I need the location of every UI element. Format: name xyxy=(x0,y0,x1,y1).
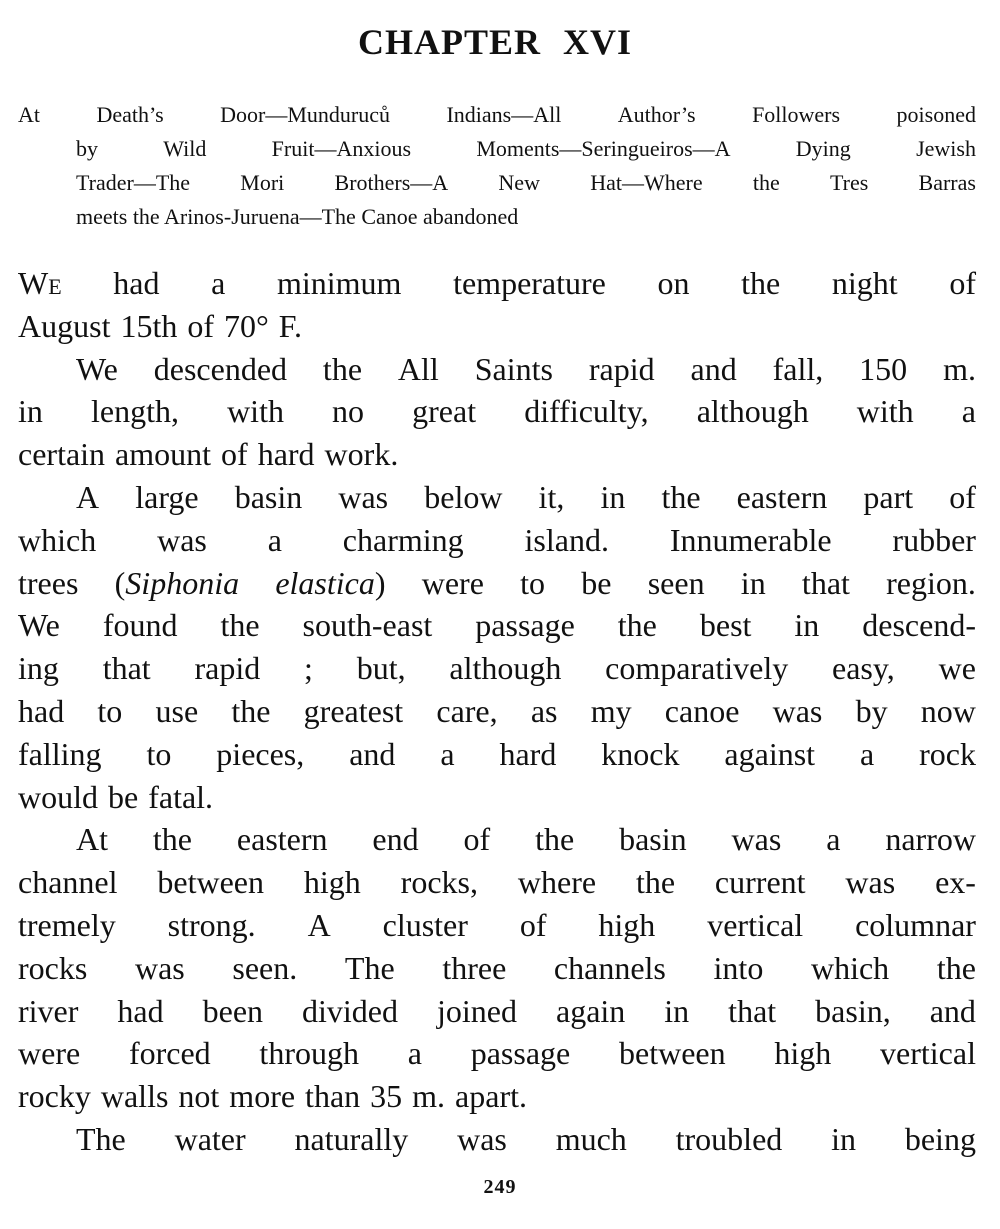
word: joined xyxy=(437,992,517,1029)
summary-line: meets the Arinos-Juruena—The Canoe abandoned xyxy=(76,204,519,229)
text-line xyxy=(18,818,976,861)
word: fatal. xyxy=(148,778,214,815)
text-line xyxy=(18,305,976,348)
word: difficulty, xyxy=(524,393,649,430)
summary-line xyxy=(18,166,976,200)
word: August xyxy=(18,307,111,344)
word: high xyxy=(598,906,656,943)
text-line xyxy=(18,604,976,647)
word: New xyxy=(498,170,540,195)
word: with xyxy=(227,393,284,430)
word: were xyxy=(421,564,484,601)
word: was xyxy=(157,521,207,558)
word: against xyxy=(724,735,816,772)
text-line xyxy=(18,1032,976,1075)
word: much xyxy=(555,1120,627,1157)
word: ex- xyxy=(935,864,976,901)
word: again xyxy=(555,992,626,1029)
word: a xyxy=(407,1035,422,1072)
word: length, xyxy=(90,393,179,430)
word: A xyxy=(307,906,331,943)
word: and xyxy=(690,350,737,387)
word: temperature xyxy=(453,265,606,301)
word: 15th xyxy=(120,307,178,344)
text-line xyxy=(18,947,976,990)
word: be xyxy=(108,778,139,815)
word: with xyxy=(856,393,914,430)
word: Fruit—Anxious xyxy=(271,136,412,161)
word: that xyxy=(801,564,850,601)
word: comparatively xyxy=(605,650,789,687)
word: basin xyxy=(619,821,687,858)
word: my xyxy=(590,692,632,729)
word: no xyxy=(332,393,365,430)
word: the xyxy=(936,949,976,986)
word: care, xyxy=(436,692,498,729)
word: now xyxy=(920,692,976,729)
word: were xyxy=(18,1035,81,1072)
word: Barras xyxy=(918,170,976,195)
word: Saints xyxy=(474,350,553,387)
word: it, xyxy=(538,478,565,515)
word: river xyxy=(18,992,79,1029)
word: more xyxy=(229,1078,296,1115)
word: night xyxy=(831,265,898,301)
word: eastern xyxy=(236,821,328,858)
word: forced xyxy=(128,1035,211,1072)
word: minimum xyxy=(276,265,402,301)
word: passage xyxy=(470,1035,571,1072)
word: the xyxy=(322,350,363,387)
word: F. xyxy=(278,307,303,344)
word: work. xyxy=(324,436,399,473)
word: in xyxy=(740,564,766,601)
word: (Siphonia xyxy=(114,564,240,601)
word: Moments—Seringueiros—A xyxy=(476,136,731,161)
word: was xyxy=(338,478,389,515)
word: in xyxy=(831,1120,856,1157)
word: trees xyxy=(18,564,79,601)
word: We xyxy=(18,607,60,644)
word: seen. xyxy=(232,949,298,986)
word: We xyxy=(18,265,62,301)
word: tremely xyxy=(18,906,116,943)
word: the xyxy=(741,265,781,301)
word: to xyxy=(97,692,123,729)
text-line xyxy=(18,861,976,904)
chapter-number: XVI xyxy=(563,22,633,62)
word: as xyxy=(530,692,558,729)
word: had xyxy=(18,692,65,729)
word: apart. xyxy=(455,1078,527,1115)
text-line xyxy=(18,904,976,947)
text-line xyxy=(18,647,976,690)
chapter-summary xyxy=(18,98,976,234)
word: naturally xyxy=(294,1120,409,1157)
word: had xyxy=(117,992,164,1029)
word: island. xyxy=(524,521,609,558)
word: to xyxy=(520,564,546,601)
word: rapid xyxy=(194,650,261,687)
word: a xyxy=(961,393,976,430)
word: the xyxy=(231,692,271,729)
word: that xyxy=(102,650,151,687)
word: Death’s xyxy=(96,102,164,127)
word: between xyxy=(618,1035,726,1072)
word: a xyxy=(440,735,455,772)
word: All xyxy=(397,350,439,387)
word: had xyxy=(113,265,160,301)
chapter-label: CHAPTER xyxy=(357,22,541,62)
word: ; xyxy=(304,650,313,687)
word: seen xyxy=(647,564,705,601)
word: the xyxy=(752,170,780,195)
word: water xyxy=(174,1120,246,1157)
text-line xyxy=(18,433,976,476)
word: certain xyxy=(18,436,106,473)
word: by xyxy=(76,136,98,161)
word: divided xyxy=(302,992,398,1029)
word: fall, xyxy=(772,350,824,387)
word: columnar xyxy=(855,906,976,943)
word: A xyxy=(76,478,100,515)
text-line xyxy=(18,262,976,305)
text-line xyxy=(18,390,976,433)
word: in xyxy=(664,992,690,1029)
word: rocky xyxy=(18,1078,91,1115)
word: greatest xyxy=(303,692,404,729)
text-line xyxy=(18,1075,976,1118)
word: rocks, xyxy=(400,864,478,901)
word: walls xyxy=(100,1078,169,1115)
word: on xyxy=(657,265,690,301)
text-line xyxy=(18,776,976,819)
word: was xyxy=(845,864,896,901)
word: which xyxy=(18,521,97,558)
word: Trader—The xyxy=(76,170,191,195)
word: through xyxy=(259,1035,359,1072)
word: than xyxy=(305,1078,361,1115)
word: Wild xyxy=(163,136,207,161)
word: the xyxy=(661,478,701,515)
word: south-east xyxy=(302,607,433,644)
word: in xyxy=(600,478,626,515)
word: the xyxy=(220,607,260,644)
word: descended xyxy=(153,350,288,387)
word: The xyxy=(344,949,395,986)
text-line xyxy=(18,990,976,1033)
word: 35 xyxy=(370,1078,403,1115)
word: knock xyxy=(601,735,680,772)
word: rubber xyxy=(892,521,976,558)
text-line xyxy=(18,690,976,733)
word: channels xyxy=(553,949,666,986)
word: Jewish xyxy=(916,136,976,161)
word: 150 xyxy=(859,350,908,387)
word: best xyxy=(699,607,752,644)
word: high xyxy=(774,1035,832,1072)
word: the xyxy=(152,821,192,858)
chapter-heading xyxy=(0,22,990,62)
summary-line xyxy=(18,132,976,166)
word: was xyxy=(731,821,782,858)
word: m. xyxy=(412,1078,446,1115)
word: canoe xyxy=(664,692,740,729)
text-line xyxy=(18,476,976,519)
word: which xyxy=(810,949,890,986)
word: rapid xyxy=(588,350,655,387)
word: was xyxy=(457,1120,507,1157)
word: use xyxy=(155,692,199,729)
word: pieces, xyxy=(216,735,305,772)
word: cluster xyxy=(382,906,468,943)
word: basin, xyxy=(815,992,891,1029)
word: although xyxy=(449,650,562,687)
word: where xyxy=(517,864,597,901)
word: three xyxy=(442,949,507,986)
word: a xyxy=(826,821,841,858)
word: We xyxy=(76,350,118,387)
word: and xyxy=(929,992,976,1029)
word: the xyxy=(635,864,676,901)
word: by xyxy=(855,692,888,729)
word: region. xyxy=(886,564,976,601)
word: vertical xyxy=(880,1035,976,1072)
word: Tres xyxy=(829,170,869,195)
word: end xyxy=(372,821,419,858)
word: 70° xyxy=(224,307,269,344)
page-number: 249 xyxy=(483,1176,517,1198)
word: of xyxy=(949,478,976,515)
word: into xyxy=(713,949,764,986)
word: being xyxy=(904,1120,976,1157)
word: part xyxy=(863,478,914,515)
word: Author’s xyxy=(617,102,696,127)
word: hard xyxy=(257,436,315,473)
word: be xyxy=(581,564,612,601)
word: descend- xyxy=(862,607,976,644)
word: Brothers—A xyxy=(334,170,449,195)
word: Followers xyxy=(752,102,841,127)
word: amount xyxy=(115,436,212,473)
word: Door—Munduruců xyxy=(220,102,390,127)
word: Indians—All xyxy=(446,102,562,127)
summary-line xyxy=(18,98,976,132)
word: that xyxy=(728,992,777,1029)
word: been xyxy=(202,992,264,1029)
word: strong. xyxy=(167,906,256,943)
word: a xyxy=(267,521,282,558)
word: between xyxy=(157,864,264,901)
word: eastern xyxy=(736,478,828,515)
word: below xyxy=(424,478,503,515)
word: large xyxy=(135,478,199,515)
word: Mori xyxy=(240,170,285,195)
word: the xyxy=(535,821,575,858)
word: basin xyxy=(234,478,303,515)
word: At xyxy=(76,821,108,858)
word: ing xyxy=(18,650,59,687)
word: Hat—Where xyxy=(590,170,703,195)
text-line xyxy=(18,733,976,776)
word: vertical xyxy=(707,906,804,943)
word: elastica) xyxy=(275,564,386,601)
word: we xyxy=(938,650,976,687)
text-line xyxy=(18,1118,976,1161)
word: troubled xyxy=(675,1120,783,1157)
word: not xyxy=(178,1078,220,1115)
word: of xyxy=(519,906,547,943)
text-line xyxy=(18,562,976,605)
word: m. xyxy=(943,350,976,387)
text-line xyxy=(18,519,976,562)
word: was xyxy=(772,692,823,729)
word: hard xyxy=(499,735,557,772)
word: would xyxy=(18,778,98,815)
word: high xyxy=(303,864,361,901)
word: of xyxy=(187,307,214,344)
word: passage xyxy=(475,607,575,644)
word: rocks xyxy=(18,949,88,986)
word: but, xyxy=(356,650,406,687)
word: of xyxy=(221,436,248,473)
word: great xyxy=(412,393,477,430)
word: Innumerable xyxy=(669,521,832,558)
word: channel xyxy=(18,864,118,901)
word: in xyxy=(794,607,820,644)
word: rock xyxy=(919,735,976,772)
word: The xyxy=(76,1120,126,1157)
word: a xyxy=(859,735,875,772)
word: falling xyxy=(18,735,102,772)
word: of xyxy=(949,265,976,301)
body-text xyxy=(18,262,976,1161)
word: easy, xyxy=(832,650,895,687)
word: found xyxy=(102,607,178,644)
word: was xyxy=(134,949,185,986)
word: in xyxy=(18,393,43,430)
word: to xyxy=(146,735,172,772)
word: Dying xyxy=(795,136,851,161)
word: current xyxy=(714,864,806,901)
word: At xyxy=(18,102,40,127)
word: narrow xyxy=(885,821,976,858)
word: poisoned xyxy=(896,102,976,127)
word: charming xyxy=(342,521,464,558)
word: and xyxy=(349,735,396,772)
word: the xyxy=(617,607,657,644)
text-line xyxy=(18,348,976,391)
word: a xyxy=(211,265,226,301)
word: although xyxy=(696,393,809,430)
word: of xyxy=(463,821,491,858)
